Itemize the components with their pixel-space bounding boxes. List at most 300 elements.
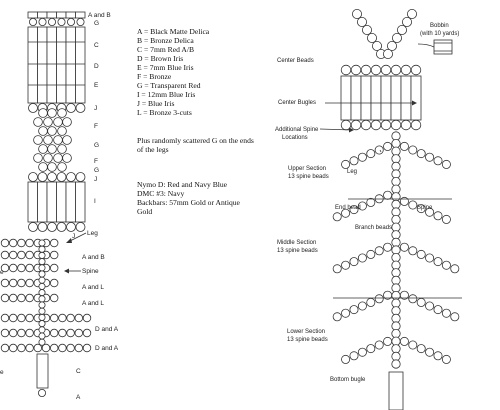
bugle-bead xyxy=(47,12,57,18)
bead xyxy=(417,298,425,306)
bead xyxy=(83,344,91,352)
bead xyxy=(39,339,45,345)
bead xyxy=(342,160,350,168)
bead xyxy=(375,341,383,349)
bead xyxy=(391,120,401,130)
bead xyxy=(392,147,400,155)
left-bead-pattern xyxy=(1,12,91,397)
bead xyxy=(44,136,53,145)
bead xyxy=(1,329,9,337)
bead xyxy=(83,314,91,322)
bead xyxy=(362,25,371,34)
bead xyxy=(50,251,58,259)
bead xyxy=(58,127,67,136)
bead xyxy=(392,200,400,208)
bead xyxy=(371,120,381,130)
bead xyxy=(76,223,85,232)
label-a-and-b-top: A and B xyxy=(88,12,111,19)
bead xyxy=(392,246,400,254)
bead xyxy=(392,322,400,330)
label-center-beads: Center Beads xyxy=(277,58,314,64)
bugle-bead xyxy=(411,76,421,120)
bead xyxy=(392,185,400,193)
bead xyxy=(442,309,450,317)
bead xyxy=(76,104,85,113)
bead xyxy=(9,294,17,302)
bead xyxy=(384,337,392,345)
bead xyxy=(38,223,47,232)
bead xyxy=(50,329,58,337)
bead xyxy=(371,65,381,75)
bead xyxy=(411,65,421,75)
bugle-bead xyxy=(37,354,48,388)
label-edge-e: e xyxy=(0,269,4,276)
bead xyxy=(442,355,450,363)
bead xyxy=(351,65,361,75)
bead xyxy=(367,345,375,353)
label-d-and-a-2: D and A xyxy=(95,345,119,352)
bead xyxy=(392,314,400,322)
bead xyxy=(400,243,408,251)
label-g-3: G xyxy=(94,167,100,174)
bugle-bead xyxy=(28,27,38,103)
bead xyxy=(58,145,67,154)
bead xyxy=(392,337,400,345)
label-bobbin-sub: (with 10 yards) xyxy=(420,31,460,37)
label-a-and-l-2: A and L xyxy=(82,300,105,307)
bugle-bead xyxy=(381,76,391,120)
bead xyxy=(39,314,45,320)
bead xyxy=(392,155,400,163)
note-line: Plus randomly scattered G on the ends xyxy=(137,136,254,145)
bead xyxy=(351,120,361,130)
bead xyxy=(75,329,83,337)
bead xyxy=(384,191,392,199)
bead xyxy=(50,279,58,287)
bead xyxy=(67,329,75,337)
bead xyxy=(76,173,85,182)
bead xyxy=(409,341,417,349)
bead xyxy=(411,120,421,130)
bead xyxy=(392,215,400,223)
bead xyxy=(333,313,341,321)
bead xyxy=(350,306,358,314)
bead xyxy=(375,146,383,154)
materials-line: Gold xyxy=(137,207,153,216)
bead xyxy=(39,252,45,258)
label-d-1: D xyxy=(94,63,99,70)
bead xyxy=(392,329,400,337)
bead xyxy=(1,251,9,259)
bead xyxy=(9,314,17,322)
bead xyxy=(18,239,26,247)
bead xyxy=(426,254,434,262)
bead xyxy=(451,313,459,321)
bead xyxy=(34,136,43,145)
bead xyxy=(350,157,358,165)
bead xyxy=(333,265,341,273)
legend-item: F = Bronze xyxy=(137,72,172,81)
bead xyxy=(434,352,442,360)
bead xyxy=(400,142,408,150)
bead xyxy=(9,239,17,247)
bead xyxy=(442,160,450,168)
bead xyxy=(358,153,366,161)
bead xyxy=(384,243,392,251)
bead xyxy=(39,259,45,265)
bead xyxy=(341,65,351,75)
bugle-bead xyxy=(401,76,411,120)
bead xyxy=(39,302,45,308)
legend-item: G = Transparent Red xyxy=(137,81,201,90)
bead xyxy=(67,314,75,322)
bugle-bead xyxy=(341,76,351,120)
bugle-bead xyxy=(76,12,86,18)
bead xyxy=(381,65,391,75)
bead xyxy=(39,296,45,302)
label-j-2: J xyxy=(94,176,98,183)
bugle-bead xyxy=(38,182,48,222)
bead xyxy=(26,329,34,337)
bead xyxy=(392,299,400,307)
bead xyxy=(392,345,400,353)
label-e-1: E xyxy=(94,82,99,89)
label-bottom-bugle: Bottom bugle xyxy=(330,377,366,383)
bead xyxy=(18,294,26,302)
label-center-bugles: Center Bugles xyxy=(278,100,317,106)
bead xyxy=(1,344,9,352)
bead xyxy=(18,329,26,337)
bead xyxy=(63,118,72,127)
note-line: of the legs xyxy=(137,145,169,154)
bead xyxy=(48,127,57,136)
legend xyxy=(137,27,210,117)
bead xyxy=(350,352,358,360)
bugle-bead xyxy=(38,27,48,103)
bead xyxy=(358,348,366,356)
bead xyxy=(417,345,425,353)
bead xyxy=(38,173,47,182)
bugle-bead xyxy=(76,27,86,103)
bugle-bead xyxy=(66,12,76,18)
bead xyxy=(409,247,417,255)
bead xyxy=(54,154,63,163)
bead xyxy=(392,269,400,277)
bead xyxy=(75,314,83,322)
bead xyxy=(39,240,45,246)
bead xyxy=(361,120,371,130)
bead xyxy=(426,302,434,310)
label-g-1: G xyxy=(94,20,100,27)
bead xyxy=(18,279,26,287)
label-middle-1: Middle Section xyxy=(277,240,317,246)
bead xyxy=(392,132,400,140)
bead xyxy=(434,212,442,220)
bead xyxy=(77,18,84,25)
bead xyxy=(48,163,57,172)
bead xyxy=(18,251,26,259)
bead xyxy=(57,173,66,182)
label-a-and-b-mid: A and B xyxy=(82,254,105,261)
bead xyxy=(400,197,408,205)
bead xyxy=(1,294,9,302)
bead xyxy=(39,163,48,172)
bead xyxy=(451,265,459,273)
bugle-bead xyxy=(361,76,371,120)
bead xyxy=(67,18,74,25)
label-a-and-l-1: A and L xyxy=(82,284,105,291)
label-edge-e2: e xyxy=(0,369,4,376)
bead xyxy=(39,18,46,25)
bead xyxy=(426,348,434,356)
bugle-bead xyxy=(57,27,67,103)
label-upper-2: 13 spine beads xyxy=(288,174,329,180)
bead xyxy=(34,118,43,127)
label-bobbin: Bobbin xyxy=(430,23,449,29)
bead xyxy=(58,163,67,172)
bead xyxy=(26,264,34,272)
bead xyxy=(392,139,400,147)
bead xyxy=(367,198,375,206)
bead xyxy=(39,271,45,277)
bead xyxy=(50,264,58,272)
bead xyxy=(392,177,400,185)
bugle-bead xyxy=(57,12,67,18)
bead xyxy=(63,136,72,145)
bead xyxy=(67,173,76,182)
bead xyxy=(434,258,442,266)
bead xyxy=(367,250,375,258)
bead xyxy=(48,173,57,182)
label-leg: Leg xyxy=(87,230,98,237)
bead xyxy=(401,120,411,130)
bugle-bead xyxy=(28,12,38,18)
bead xyxy=(392,162,400,170)
bead xyxy=(400,337,408,345)
bead xyxy=(50,344,58,352)
bead xyxy=(417,150,425,158)
bead xyxy=(392,33,401,42)
bead xyxy=(392,284,400,292)
bead xyxy=(397,25,406,34)
bead xyxy=(26,239,34,247)
bead xyxy=(39,321,45,327)
bugle-bead xyxy=(66,182,76,222)
bead xyxy=(26,294,34,302)
bugle-bead xyxy=(76,182,86,222)
label-upper-1: Upper Section xyxy=(288,166,327,172)
bead xyxy=(75,344,83,352)
label-spine-right: Spine xyxy=(417,205,433,211)
bead xyxy=(381,120,391,130)
bugle-bead xyxy=(38,12,48,18)
legend-item: B = Bronze Delica xyxy=(137,36,194,45)
bead xyxy=(26,251,34,259)
bead xyxy=(392,170,400,178)
bead xyxy=(342,309,350,317)
bead xyxy=(367,298,375,306)
materials xyxy=(137,180,241,216)
bead xyxy=(342,261,350,269)
label-d-and-a-1: D and A xyxy=(95,326,119,333)
bead xyxy=(38,389,45,396)
materials-line: Nymo D: Red and Navy Blue xyxy=(137,180,228,189)
label-lower-2: 13 spine beads xyxy=(287,337,328,343)
label-spine-left: Spine xyxy=(82,268,99,275)
bead xyxy=(50,239,58,247)
bead xyxy=(9,329,17,337)
bead xyxy=(1,279,9,287)
bead xyxy=(26,344,34,352)
bead xyxy=(29,18,36,25)
bobbin-icon xyxy=(434,40,452,54)
bugle-bead xyxy=(389,372,403,410)
bobbin-thread xyxy=(418,44,434,47)
bead xyxy=(352,9,361,18)
label-a-bottom: A xyxy=(76,394,81,401)
bead xyxy=(57,223,66,232)
bead xyxy=(409,295,417,303)
bead xyxy=(361,65,371,75)
label-c-1: C xyxy=(94,42,99,49)
bead xyxy=(63,154,72,163)
bead xyxy=(442,215,450,223)
bead xyxy=(392,307,400,315)
bead xyxy=(48,18,55,25)
bead xyxy=(39,333,45,339)
bead xyxy=(434,306,442,314)
label-c-2: C xyxy=(76,368,81,375)
bead xyxy=(417,250,425,258)
label-lower-1: Lower Section xyxy=(287,329,326,335)
bead xyxy=(358,302,366,310)
bugle-bead xyxy=(371,76,381,120)
bead xyxy=(392,223,400,231)
bead xyxy=(54,136,63,145)
bead xyxy=(58,18,65,25)
bead xyxy=(392,291,400,299)
bead xyxy=(392,276,400,284)
materials-line: Backbars: 57mm Gold or Antique xyxy=(137,198,240,207)
bead xyxy=(59,344,67,352)
label-f-1: F xyxy=(94,123,98,130)
bead xyxy=(39,283,45,289)
bead xyxy=(29,173,38,182)
bead xyxy=(48,223,57,232)
bugle-bead xyxy=(47,182,57,222)
bead xyxy=(333,213,341,221)
legend-item: I = 12mm Blue Iris xyxy=(137,90,196,99)
label-end-bead: End bead xyxy=(335,205,361,211)
bead xyxy=(367,150,375,158)
bead xyxy=(59,329,67,337)
bead xyxy=(44,154,53,163)
bead xyxy=(29,223,38,232)
bead xyxy=(39,290,45,296)
legend-item: C = 7mm Red A/B xyxy=(137,45,195,54)
spine-arrowhead-left xyxy=(64,269,69,274)
legend-item: J = Blue Iris xyxy=(137,99,175,108)
bead xyxy=(384,142,392,150)
bugle-bead xyxy=(28,182,38,222)
bead xyxy=(18,314,26,322)
bead xyxy=(39,109,48,118)
label-f-2: F xyxy=(94,158,98,165)
bead xyxy=(383,49,392,58)
bead xyxy=(392,208,400,216)
bead xyxy=(39,265,45,271)
bead xyxy=(350,258,358,266)
bead xyxy=(9,264,17,272)
label-additional-spine-2: Locations xyxy=(282,135,308,141)
bugle-bead xyxy=(66,27,76,103)
bead xyxy=(83,329,91,337)
bead xyxy=(426,153,434,161)
bead xyxy=(54,118,63,127)
bead xyxy=(375,295,383,303)
bead xyxy=(391,65,401,75)
bead xyxy=(392,253,400,261)
bead xyxy=(392,193,400,201)
bead xyxy=(50,294,58,302)
bead xyxy=(67,223,76,232)
bugle-bead xyxy=(47,27,57,103)
bead xyxy=(48,109,57,118)
bead xyxy=(367,33,376,42)
bead xyxy=(50,314,58,322)
bead xyxy=(392,360,400,368)
materials-line: DMC #3: Navy xyxy=(137,189,185,198)
bead xyxy=(39,277,45,283)
bead xyxy=(9,251,17,259)
legend-item: A = Black Matte Delica xyxy=(137,27,210,36)
bead xyxy=(392,261,400,269)
bead xyxy=(392,231,400,239)
bead xyxy=(1,314,9,322)
bead xyxy=(34,154,43,163)
bead xyxy=(29,104,38,113)
bead xyxy=(434,157,442,165)
bead xyxy=(392,238,400,246)
bugle-bead xyxy=(57,182,67,222)
bead xyxy=(357,17,366,26)
bead xyxy=(342,355,350,363)
bead xyxy=(39,308,45,314)
label-middle-2: 13 spine beads xyxy=(277,248,318,254)
bead xyxy=(358,254,366,262)
legend-item: E = 7mm Blue Iris xyxy=(137,63,194,72)
bead xyxy=(67,104,76,113)
bead xyxy=(409,201,417,209)
label-additional-spine-1: Additional Spine xyxy=(275,127,319,133)
bead xyxy=(39,145,48,154)
label-leg-right: Leg xyxy=(347,169,358,175)
bead xyxy=(39,127,48,136)
bead xyxy=(44,118,53,127)
bead xyxy=(402,17,411,26)
legend-item: D = Brown Iris xyxy=(137,54,184,63)
label-g-2: G xyxy=(94,142,100,149)
leg-arrowhead-left xyxy=(66,238,72,243)
label-i-1: I xyxy=(94,198,96,205)
bead xyxy=(59,314,67,322)
bead xyxy=(1,239,9,247)
bead xyxy=(67,344,75,352)
bead xyxy=(375,247,383,255)
label-branch-beads: Branch beads xyxy=(355,225,393,231)
bugle-bead xyxy=(391,76,401,120)
label-j-3: J xyxy=(72,233,76,240)
